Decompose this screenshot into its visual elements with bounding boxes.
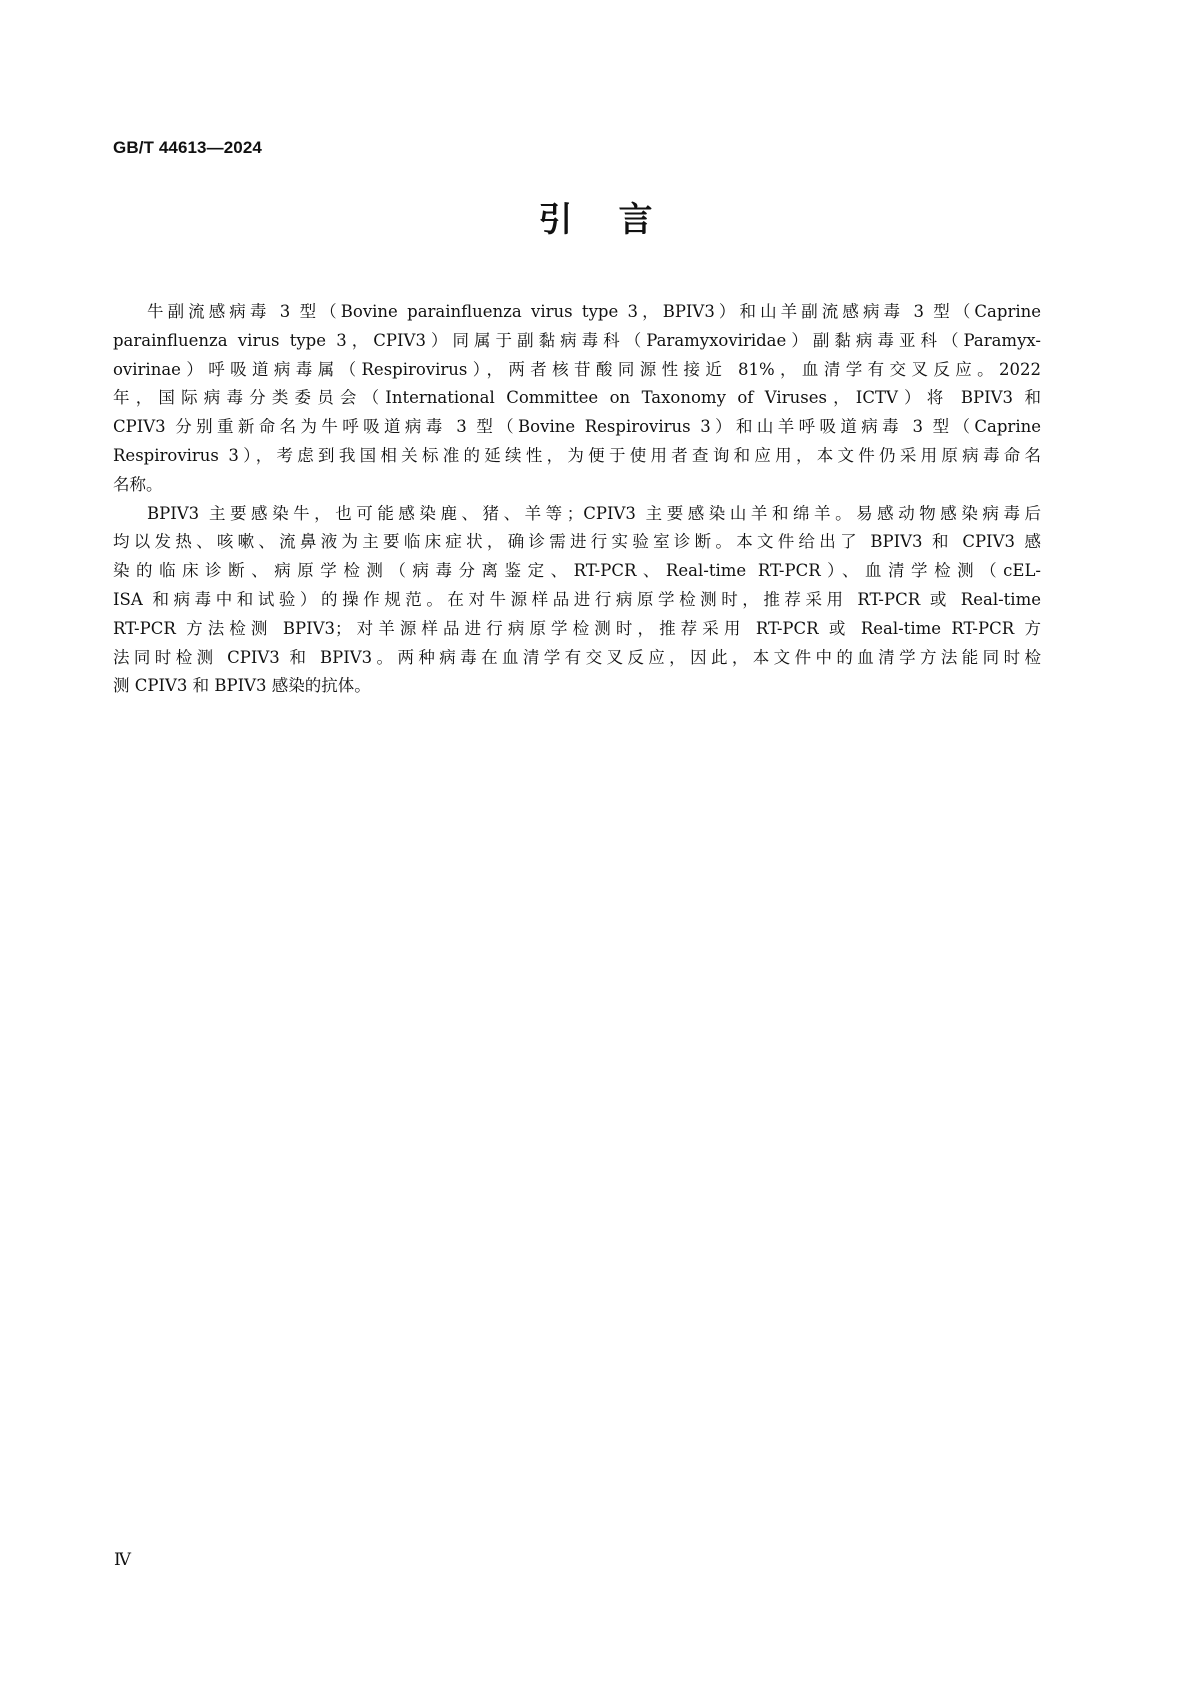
paragraph-2-line-2: 均以发热、咳嗽、流鼻液为主要临床症状，确诊需进行实验室诊断。本文件给出了 BPIV3 和 CPIV3 感 (113, 532, 1041, 552)
paragraph-1 (113, 298, 1041, 500)
paragraph-1-line-6: Respirovirus 3），考虑到我国相关标准的延续性，为便于使用者查询和应用，本文件仍采用原病毒命名 (113, 445, 1041, 465)
paragraph-2-line-3: 染的临床诊断、病原学检测（病毒分离鉴定、RT-PCR、Real-time RT-PCR）、血清学检测（cEL- (113, 561, 1041, 581)
page-title: 引言 (538, 200, 699, 240)
paragraph-2-line-7: 测 CPIV3 和 BPIV3 感染的抗体。 (113, 676, 371, 696)
paragraph-1-line-5: CPIV3 分别重新命名为牛呼吸道病毒 3 型（Bovine Respirovirus 3）和山羊呼吸道病毒 3 型（Caprine (113, 417, 1041, 437)
paragraph-1-line-4: 年，国际病毒分类委员会（International Committee on Taxonomy of Viruses，ICTV）将 BPIV3 和 (113, 388, 1041, 408)
standard-id: GB/T 44613—2024 (113, 138, 262, 157)
paragraph-2-line-1: BPIV3 主要感染牛，也可能感染鹿、猪、羊等；CPIV3 主要感染山羊和绵羊。易感动物感染病毒后 (147, 503, 1041, 523)
paragraph-2-line-5: RT-PCR 方法检测 BPIV3；对羊源样品进行病原学检测时，推荐采用 RT-PCR 或 Real-time RT-PCR 方 (113, 618, 1041, 638)
page-number: Ⅳ (114, 1550, 131, 1569)
paragraph-1-line-2: parainfluenza virus type 3，CPIV3）同属于副黏病毒科（Paramyxoviridae）副黏病毒亚科（Paramyx- (113, 330, 1041, 350)
paragraph-1-line-1: 牛副流感病毒 3 型（Bovine parainfluenza virus type 3，BPIV3）和山羊副流感病毒 3 型（Caprine (147, 302, 1041, 321)
paragraph-1-line-7: 名称。 (113, 474, 163, 494)
introduction-body (113, 298, 1041, 701)
paragraph-2-line-4: ISA 和病毒中和试验）的操作规范。在对牛源样品进行病原学检测时，推荐采用 RT-PCR 或 Real-time (113, 589, 1041, 609)
paragraph-1-line-3: ovirinae）呼吸道病毒属（Respirovirus），两者核苷酸同源性接近 81%，血清学有交叉反应。2022 (113, 359, 1041, 379)
paragraph-2 (113, 500, 1041, 702)
paragraph-2-line-6: 法同时检测 CPIV3 和 BPIV3。两种病毒在血清学有交叉反应，因此，本文件中的血清学方法能同时检 (113, 647, 1041, 667)
